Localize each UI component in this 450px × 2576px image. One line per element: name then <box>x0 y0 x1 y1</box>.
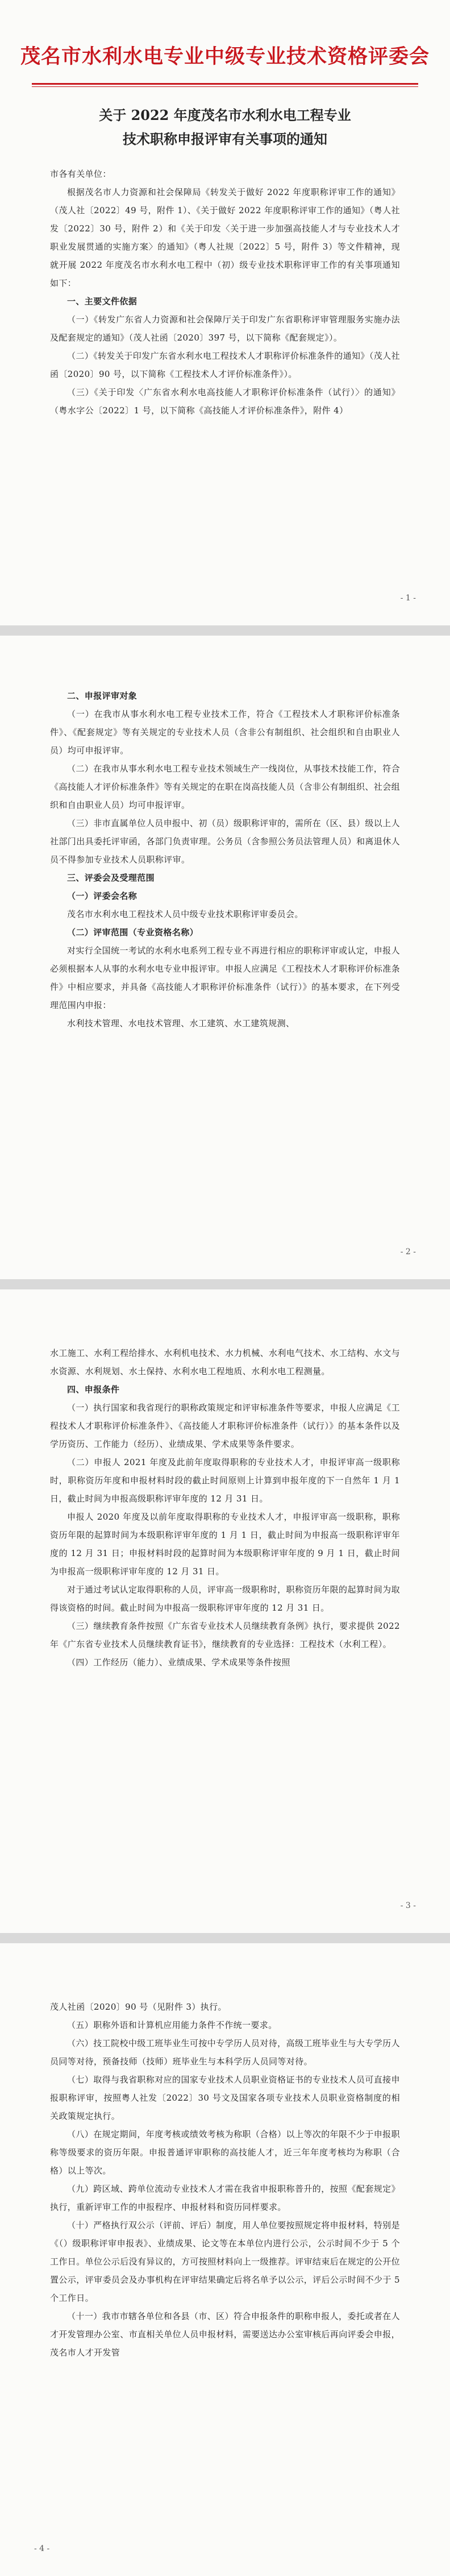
paragraph: （三）非市直属单位人员申报中、初（员）级职称评审的，需所在（区、县）级以上人社部门出具委托评审函，各部门负责审理。公务员（含参照公务员法管理人员）和离退休人员不得参加专业技术人员职称评审。 <box>50 818 401 865</box>
reference-item-3: （三）《关于印发〈广东省水利水电高技能人才职称评价标准条件（试行）〉的通知》（粤水字公〔2022〕1 号，以下简称《高技能人才评价标准条件》，附件 4） <box>50 387 400 416</box>
paragraph: （十）严格执行双公示（评前、评后）制度，用人单位要按照规定将申报材料，特别是《（）级职称评审申报表》、业绩成果、论文等在本单位内进行公示，公示时间不少于 5 个工作日。单位公示后没有异议的，方可按照材料向上一级推荐。评审结束后在规定的公开位置公示，评审委员会及办事机构在评审结果确定后将名单予以公示，评后公示时间不少于 5 个工作日。 <box>50 2220 401 2303</box>
paragraph: （十一）我市市辖各单位和各县（市、区）符合申报条件的职称申报人，委托或者在人才开发管理办公室、市直相关单位人员申报材料，需要送达办公室审核后再向评委会申报，茂名市人才开发管 <box>50 2311 401 2358</box>
paragraph: 对于通过考试认定取得职称的人员，评审高一级职称时，职称资历年限的起算时间为取得该资格的时间。截止时间为申报高一级职称评审年度的 12 月 31 日。 <box>50 1584 400 1613</box>
reference-item-2: （二）《转发关于印发广东省水利水电工程技术人才职称评价标准条件的通知》（茂人社函〔2020〕90 号，以下简称《工程技术人才评价标准条件》）。 <box>50 351 400 379</box>
paragraph: （三）继续教育条件按照《广东省专业技术人员继续教育条例》执行，要求提供 2022 年《广东省专业技术人员继续教育证书》，继续教育的专业选择：工程技术（水利工程）。 <box>50 1621 400 1649</box>
document-page-1 <box>0 0 450 625</box>
paragraph: （九）跨区域、跨单位流动专业技术人才需在我省申报职称普升的，按照《配套规定》执行，重新评审工作的申报程序、申报材料和资历同样要求。 <box>50 2184 400 2212</box>
paragraph: （六）技工院校中级工班毕业生可按中专学历人员对待，高级工班毕业生与大专学历人员同等对待，预备技师（技师）班毕业生与本科学历人员同等对待。 <box>50 2038 400 2067</box>
org-header-title: 茂名市水利水电专业中级专业技术资格评委会 <box>20 45 430 68</box>
page-2-body <box>50 687 400 1032</box>
reference-item-1: （一）《转发广东省人力资源和社会保障厅关于印发广东省职称评审管理服务实施办法及配套规定的通知》（茂人社函〔2020〕397 号，以下简称《配套规定》）。 <box>50 314 400 343</box>
paragraph: （五）职称外语和计算机应用能力条件不作统一要求。 <box>67 2020 277 2030</box>
document-page-3 <box>0 1289 450 1933</box>
section-heading-1: 一、主要文件依据 <box>67 296 138 306</box>
section-heading-4: 四、申报条件 <box>67 1384 120 1395</box>
salutation: 市各有关单位： <box>50 169 111 179</box>
paragraph: （四）工作经历（能力）、业绩成果、学术成果等条件按照 <box>67 1657 290 1667</box>
page-number: - 4 - <box>34 2544 50 2553</box>
page-number: - 3 - <box>400 1901 416 1910</box>
paragraph: 对实行全国统一考试的水利水电系列工程专业不再进行相应的职称评审或认定，申报人必须根据本人从事的水利水电专业申报评审。申报人应满足《工程技术人才职称评价标准条件》中相应要求，并具备《高技能人才职称评价标准条件（试行）》的基本要求，在下列受理范围内申报： <box>50 945 401 1010</box>
header-red-rule-thin <box>32 86 418 87</box>
paragraph: （二）申报人 2021 年度及此前年度取得职称的专业技术人才，申报评审高一级职称时，职称资历年度和申报材料时段的截止时间原则上计算到申报年度的下一自然年 1 月 1 日，截止时间为申报高级职称评审年度的 12 月 31 日。 <box>50 1457 400 1504</box>
section-heading-2: 二、申报评审对象 <box>67 691 138 701</box>
subsection-heading: （一）评委会名称 <box>67 891 138 901</box>
page-number: - 1 - <box>400 594 416 603</box>
intro-paragraph: 根据茂名市人力资源和社会保障局《转发关于做好 2022 年度职称评审工作的通知》（茂人社〔2022〕49 号，附件 1）、《关于做好 2022 年度职称评审工作的通知》（粤人社发〔2022〕30 号，附件 2）和《关于印发〈关于进一步加强高技能人才与专业技术人才职业发展贯通的实施方案〉的通知》（粤人社规〔2022〕5 号，附件 3）等文件精神，现就开展 2022 年度茂名市水利水电工程中（初）级专业技术职称评审工作的有关事项通知如下： <box>50 187 400 288</box>
page-4-body <box>50 1998 400 2362</box>
document-page-4 <box>0 1943 450 2576</box>
document-page-2 <box>0 636 450 1279</box>
paragraph: 水工施工、水利工程给排水、水利机电技术、水力机械、水利电气技术、水工结构、水文与水资源、水利规划、水土保持、水利水电工程地质、水利水电工程测量。 <box>50 1348 401 1376</box>
document-title <box>45 103 405 151</box>
header-red-rule <box>32 83 418 85</box>
paragraph: （一）在我市从事水利水电工程专业技术工作，符合《工程技术人才职称评价标准条件》、《配套规定》等有关规定的专业技术人员（含非公有制组织、社会组织和自由职业人员）均可申报评审。 <box>50 709 400 756</box>
paragraph: 茂人社函〔2020〕90 号（见附件 3）执行。 <box>50 2002 227 2012</box>
paragraph: 水利技术管理、水电技术管理、水工建筑、水工建筑规测、 <box>67 1018 295 1028</box>
paragraph: （七）取得与我省职称对应的国家专业技术人员职业资格证书的专业技术人员可直接申报职称评审，按照粤人社发〔2022〕30 号文及国家各项专业技术人员职业资格制度的相关政策规定执行。 <box>50 2075 400 2121</box>
page-number: - 2 - <box>400 1247 416 1256</box>
paragraph: （一）执行国家和我省现行的职称政策规定和评审标准条件等要求，申报人应满足《工程技术人才职称评价标准条件》、《高技能人才职称评价标准条件（试行）》的基本条件以及学历资历、工作能力（经历）、业绩成果、学术成果等条件要求。 <box>50 1403 400 1449</box>
paragraph: （二）在我市从事水利水电工程专业技术领域生产一线岗位，从事技术技能工作，符合《高技能人才评价标准条件》等有关规定的在职在岗高技能人员（含非公有制组织、社会组织和自由职业人员）均可申报评审。 <box>50 764 401 810</box>
committee-name: 茂名市水利水电工程技术人员中级专业技术职称评审委员会。 <box>67 909 303 919</box>
document-title-line-1: 关于 2022 年度茂名市水利水电工程专业 <box>99 107 351 123</box>
paragraph: （八）在规定期间，年度考核或绩效考核为称职（合格）以上等次的年限不少于申报职称等级要求的资历年限。申报普通评审职称的高技能人才，近三年年度考核均为称职（合格）以上等次。 <box>50 2129 400 2176</box>
document-title-line-2: 技术职称申报评审有关事项的通知 <box>123 131 327 147</box>
paragraph: 申报人 2020 年度及以前年度取得职称的专业技术人才，申报评审高一级职称，职称资历年限的起算时间为本级职称评审年度的 1 月 1 日，截止时间为申报高一级职称评审年度的 12 月 31 日；申报材料时段的起算时间为本级职称评审年度的 9 月 1 日，截止时间为申报高一级职称评审年度的 12 月 31 日。 <box>50 1512 400 1577</box>
page-1-body <box>50 165 400 420</box>
section-heading-3: 三、评委会及受理范围 <box>67 873 155 883</box>
page-3-body <box>50 1344 400 1671</box>
subsection-heading: （二）评审范围（专业资格名称） <box>67 927 199 938</box>
